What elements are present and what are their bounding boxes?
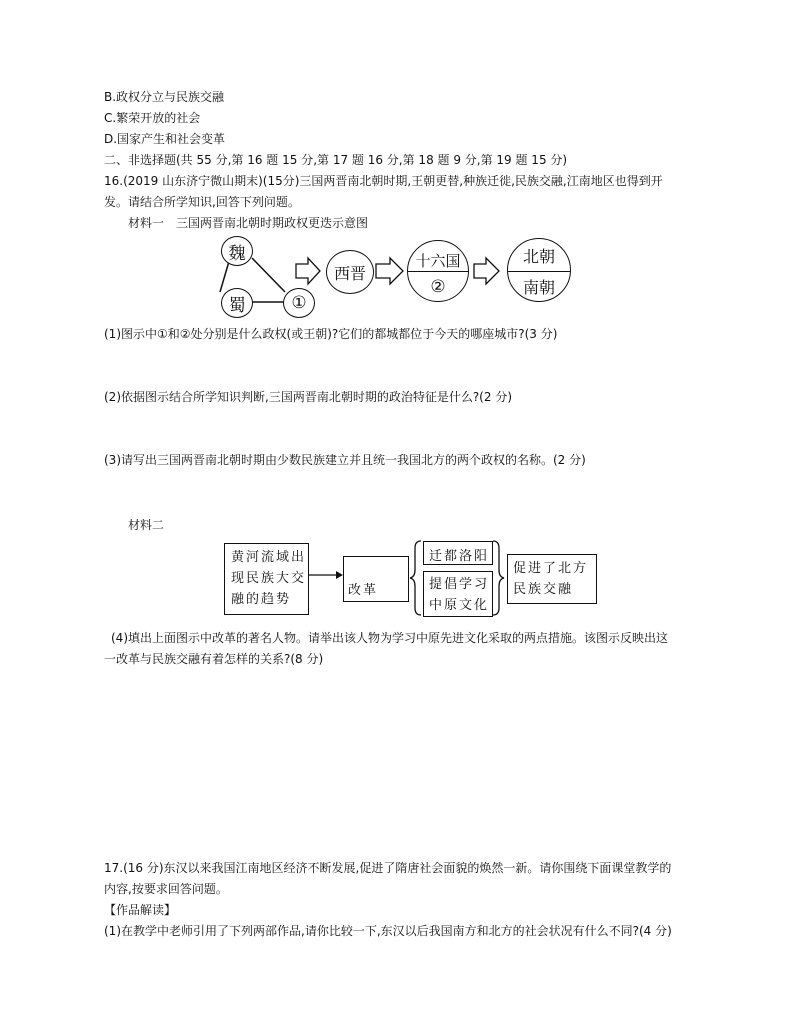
material1-caption: 材料一 三国两晋南北朝时期政权更迭示意图 xyxy=(128,216,369,230)
q16-part1: (1)图示中①和②处分别是什么政权(或王朝)?它们的都城都位于今天的哪座城市?(3 分) xyxy=(104,327,558,341)
reform-box xyxy=(343,556,409,602)
works-interpretation-heading: 【作品解读】 xyxy=(104,903,177,917)
q16-stem-line1: 16.(2019 山东济宁微山期末)(15分)三国两晋南北朝时期,王朝更替,种族迁徙,民族交融,江南地区也得到开 xyxy=(104,174,663,188)
northern-dynasties-label: 北朝 xyxy=(508,239,570,272)
blank-2-label: ② xyxy=(430,276,446,297)
material2-caption: 材料二 xyxy=(128,518,165,532)
wei-node: 魏 xyxy=(221,236,253,266)
result-line-1: 促进了北方 xyxy=(513,561,589,576)
section-heading: 二、非选择题(共 55 分,第 16 题 15 分,第 17 题 16 分,第 18 题 9 分,第 19 题 15 分) xyxy=(104,153,568,167)
learn-culture-box xyxy=(423,571,493,617)
trend-line-1: 黄河流域出 xyxy=(231,550,307,565)
trend-line-2: 现民族大交 xyxy=(231,571,307,586)
blank-1-node: ① xyxy=(283,288,315,318)
option-d: D.国家产生和社会变革 xyxy=(104,132,226,146)
southern-dynasties-label: 南朝 xyxy=(522,278,555,297)
q16-part4-line1: (4)填出上面图示中改革的著名人物。请举出该人物为学习中原先进文化采取的两点措施。该图示反映出这 xyxy=(111,631,669,645)
q16-part2: (2)依据图示结合所学知识判断,三国两晋南北朝时期的政治特征是什么?(2 分) xyxy=(104,390,512,404)
sixteen-kingdoms-label: 十六国 xyxy=(408,241,468,272)
q16-part4-line2: 一改革与民族交融有着怎样的关系?(8 分) xyxy=(104,652,324,666)
option-c: C.繁荣开放的社会 xyxy=(104,111,201,125)
q16-stem-line2: 发。请结合所学知识,回答下列问题。 xyxy=(104,195,300,209)
q16-part3: (3)请写出三国两晋南北朝时期由少数民族建立并且统一我国北方的两个政权的名称。(2 分) xyxy=(104,453,586,467)
option-b: B.政权分立与民族交融 xyxy=(104,90,225,104)
q17-stem-line1: 17.(16 分)东汉以来我国江南地区经济不断发展,促进了隋唐社会面貌的焕然一新。请你围绕下面课堂教学的 xyxy=(104,861,672,875)
trend-line-3: 融的趋势 xyxy=(231,592,292,607)
q17-part1: (1)在教学中老师引用了下列两部作品,请你比较一下,东汉以后我国南方和北方的社会状况有什么不同?(4 分) xyxy=(104,924,672,938)
q17-stem-line2: 内容,按要求回答问题。 xyxy=(104,882,228,896)
result-line-2: 民族交融 xyxy=(513,582,574,597)
western-jin-node: 西晋 xyxy=(326,250,374,294)
learn-culture-line-1: 提倡学习 xyxy=(429,577,490,592)
learn-culture-line-2: 中原文化 xyxy=(429,598,490,613)
promote-fusion-box xyxy=(507,554,597,604)
ethnic-fusion-trend-box xyxy=(224,543,309,615)
reform-label: 改革 xyxy=(348,583,379,598)
shu-node: 蜀 xyxy=(221,288,253,318)
move-capital-box: 迁都洛阳 xyxy=(423,541,493,565)
